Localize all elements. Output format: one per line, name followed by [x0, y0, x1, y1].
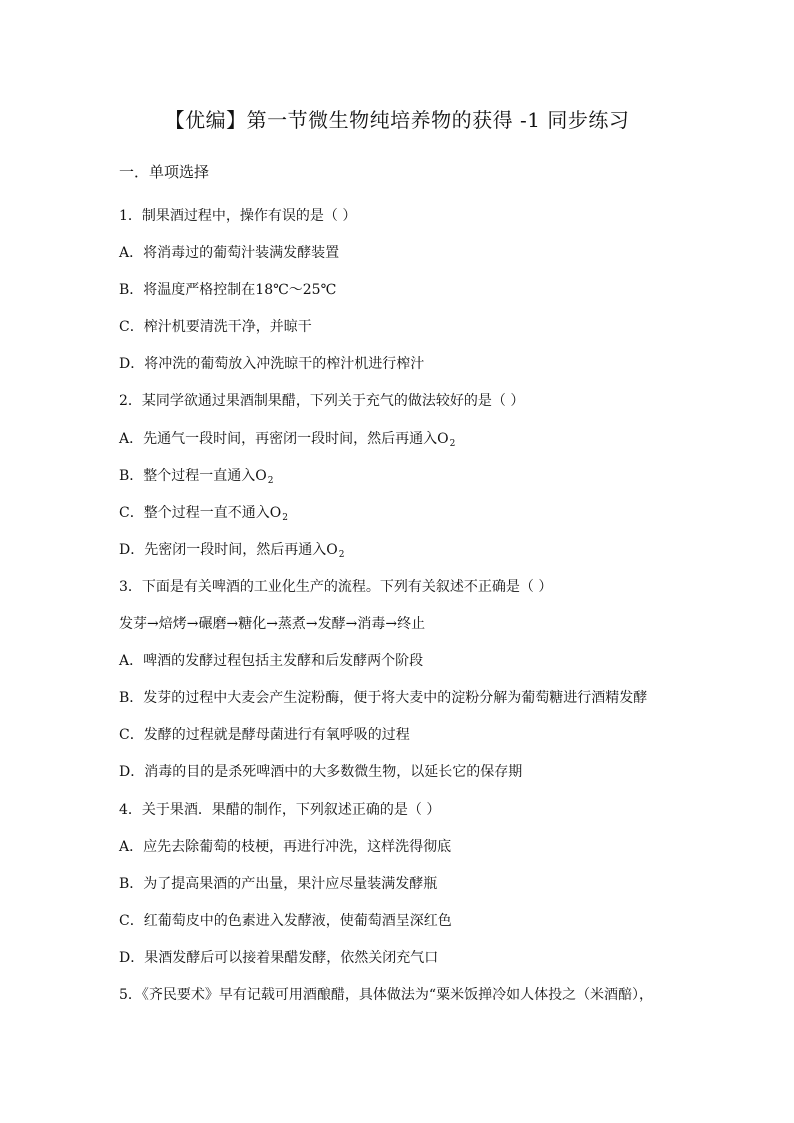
option-text: A．先通气一段时间，再密闭一段时间，然后再通入O	[119, 430, 449, 447]
question-1-option-b: B．将温度严格控制在18℃～25℃	[119, 282, 337, 299]
question-4-stem: 4．关于果酒．果醋的制作，下列叙述正确的是（ ）	[119, 801, 441, 818]
section-heading: 一．单项选择	[119, 163, 210, 181]
subscript: 2	[449, 438, 456, 449]
question-5-stem: 5．《齐民要术》早有记载可用酒酿醋，具体做法为“粟米饭掸冷如人体投之（米酒醅），	[119, 986, 654, 1003]
question-2-option-a	[119, 429, 679, 466]
question-list	[119, 206, 679, 1022]
question-2-option-b	[119, 466, 679, 503]
question-3-option-b: B．发芽的过程中大麦会产生淀粉酶，便于将大麦中的淀粉分解为葡萄糖进行酒精发酵	[119, 690, 648, 707]
question-3-flow: 发芽→焙烤→碾磨→糖化→蒸煮→发酵→消毒→终止	[119, 616, 426, 633]
subscript: 2	[282, 512, 288, 523]
question-4-option-a: A．应先去除葡萄的枝梗，再进行冲洗，这样洗得彻底	[119, 838, 452, 855]
question-4-option-c: C．红葡萄皮中的色素进入发酵液，使葡萄酒呈深红色	[119, 912, 452, 929]
question-4-option-b: B．为了提高果酒的产出量，果汁应尽量装满发酵瓶	[119, 875, 438, 892]
subscript: 2	[267, 475, 274, 486]
question-4-option-d: D．果酒发酵后可以接着果醋发酵，依然关闭充气口	[119, 949, 439, 966]
question-2-stem: 2．某同学欲通过果酒制果醋，下列关于充气的做法较好的是（ ）	[119, 393, 525, 410]
page-title: 【优编】第一节微生物纯培养物的获得 -1 同步练习	[164, 108, 630, 132]
option-text: B．整个过程一直通入O	[119, 467, 267, 484]
question-3-option-d: D．消毒的目的是杀死啤酒中的大多数微生物，以延长它的保存期	[119, 764, 523, 781]
subscript: 2	[338, 549, 345, 560]
question-1-option-d: D．将冲洗的葡萄放入冲洗晾干的榨汁机进行榨汁	[119, 356, 425, 373]
question-1-option-a: A．将消毒过的葡萄汁装满发酵装置	[119, 245, 340, 262]
question-1-option-c: C．榨汁机要清洗干净，并晾干	[119, 319, 312, 336]
question-1-stem: 1．制果酒过程中，操作有误的是（ ）	[119, 208, 357, 224]
question-3-stem: 3．下面是有关啤酒的工业化生产的流程。下列有关叙述不正确是（ ）	[119, 578, 553, 595]
question-2-option-d	[119, 540, 679, 577]
option-text: D．先密闭一段时间，然后再通入O	[119, 541, 338, 558]
question-2-option-c	[119, 503, 679, 540]
option-text: C．整个过程一直不通入O	[119, 504, 282, 521]
question-3-option-a: A．啤酒的发酵过程包括主发酵和后发酵两个阶段	[119, 653, 424, 670]
question-3-option-c: C．发酵的过程就是酵母菌进行有氧呼吸的过程	[119, 727, 410, 744]
